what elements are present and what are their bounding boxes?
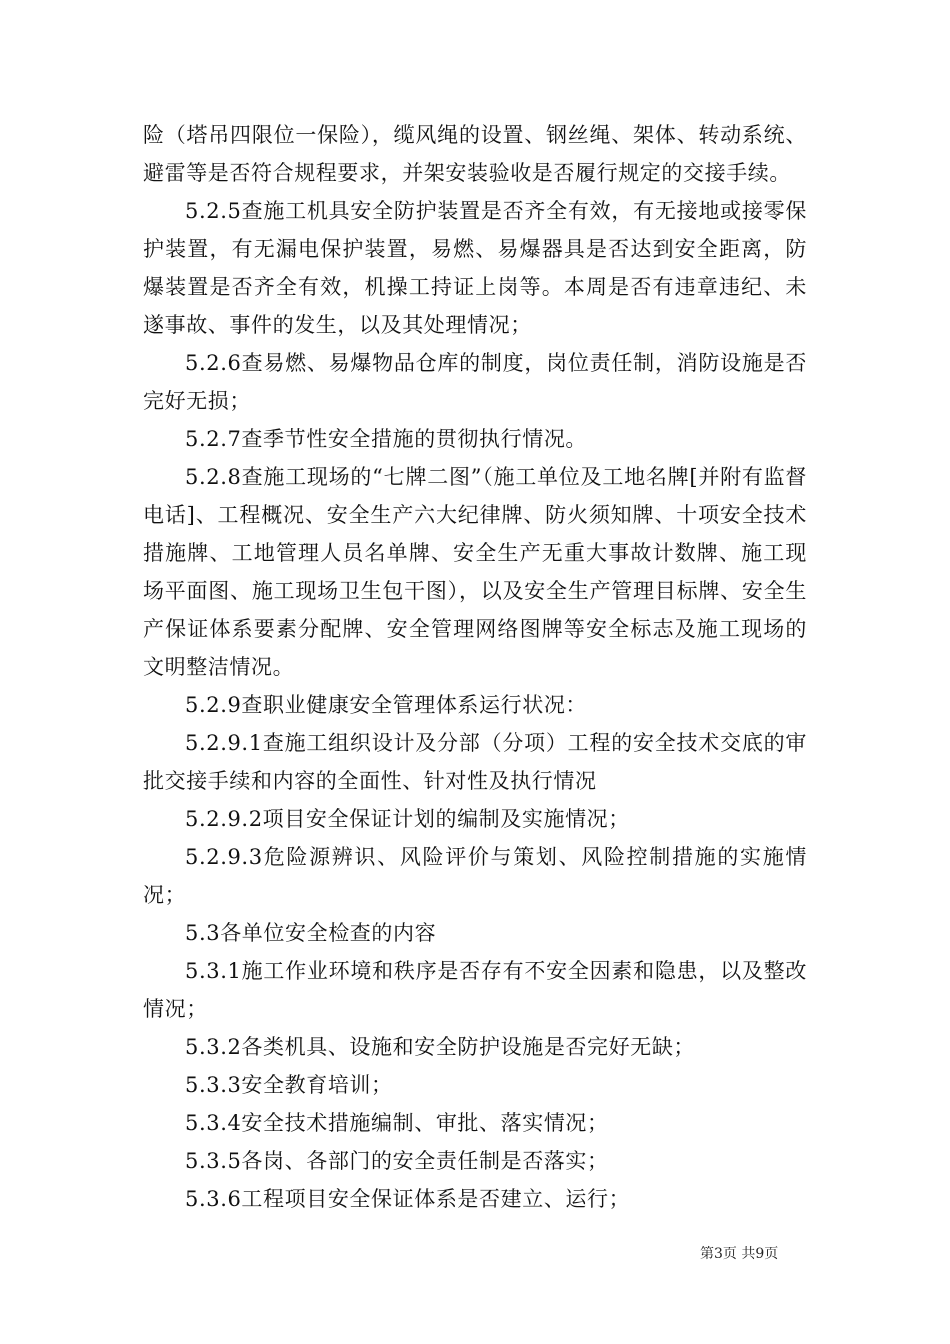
paragraph-5-2-9-3: 5.2.9.3危险源辨识、风险评价与策划、风险控制措施的实施情况；: [143, 845, 807, 907]
page-number-footer: 第3页 共9页: [700, 1246, 779, 1262]
paragraph-5-3-6: 5.3.6工程项目安全保证体系是否建立、运行；: [185, 1187, 631, 1211]
paragraph-5-2-9-2: 5.2.9.2项目安全保证计划的编制及实施情况；: [185, 807, 630, 831]
paragraph-5-3-3: 5.3.3安全教育培训；: [185, 1073, 393, 1097]
paragraph-5-2-6: 5.2.6查易燃、易爆物品仓库的制度，岗位责任制，消防设施是否完好无损；: [143, 351, 807, 413]
paragraph-5-2-9-1: 5.2.9.1查施工组织设计及分部（分项）工程的安全技术交底的审批交接手续和内容的全面性、针对性及执行情况: [143, 731, 807, 793]
heading-5-3: 5.3各单位安全检查的内容: [185, 921, 437, 945]
paragraph-5-2-7: 5.2.7查季节性安全措施的贯彻执行情况。: [185, 427, 588, 451]
paragraph-5-2-5: 5.2.5查施工机具安全防护装置是否齐全有效，有无接地或接零保护装置，有无漏电保护装置，易燃、易爆器具是否达到安全距离，防爆装置是否齐全有效，机操工持证上岗等。本周是否有违章违纪、未遂事故、事件的发生，以及其处理情况；: [143, 199, 807, 337]
paragraph-5-3-5: 5.3.5各岗、各部门的安全责任制是否落实；: [185, 1149, 609, 1173]
paragraph-5-2-8: 5.2.8查施工现场的“七牌二图”（施工单位及工地名牌[并附有监督电话]、工程概况、安全生产六大纪律牌、防火须知牌、十项安全技术措施牌、工地管理人员名单牌、安全生产无重大事故计数牌、施工现场平面图、施工现场卫生包干图），以及安全生产管理目标牌、安全生产保证体系要素分配牌、安全管理网络图牌等安全标志及施工现场的文明整洁情况。: [143, 465, 807, 679]
paragraph-continued: 险（塔吊四限位一保险），缆风绳的设置、钢丝绳、架体、转动系统、避雷等是否符合规程要求，并架安装验收是否履行规定的交接手续。: [143, 123, 807, 185]
paragraph-5-2-9: 5.2.9查职业健康安全管理体系运行状况：: [185, 693, 588, 717]
document-body: [143, 116, 807, 1218]
paragraph-5-3-1: 5.3.1施工作业环境和秩序是否存有不安全因素和隐患，以及整改情况；: [143, 959, 807, 1021]
paragraph-5-3-2: 5.3.2各类机具、设施和安全防护设施是否完好无缺；: [185, 1035, 696, 1059]
paragraph-5-3-4: 5.3.4安全技术措施编制、审批、落实情况；: [185, 1111, 609, 1135]
